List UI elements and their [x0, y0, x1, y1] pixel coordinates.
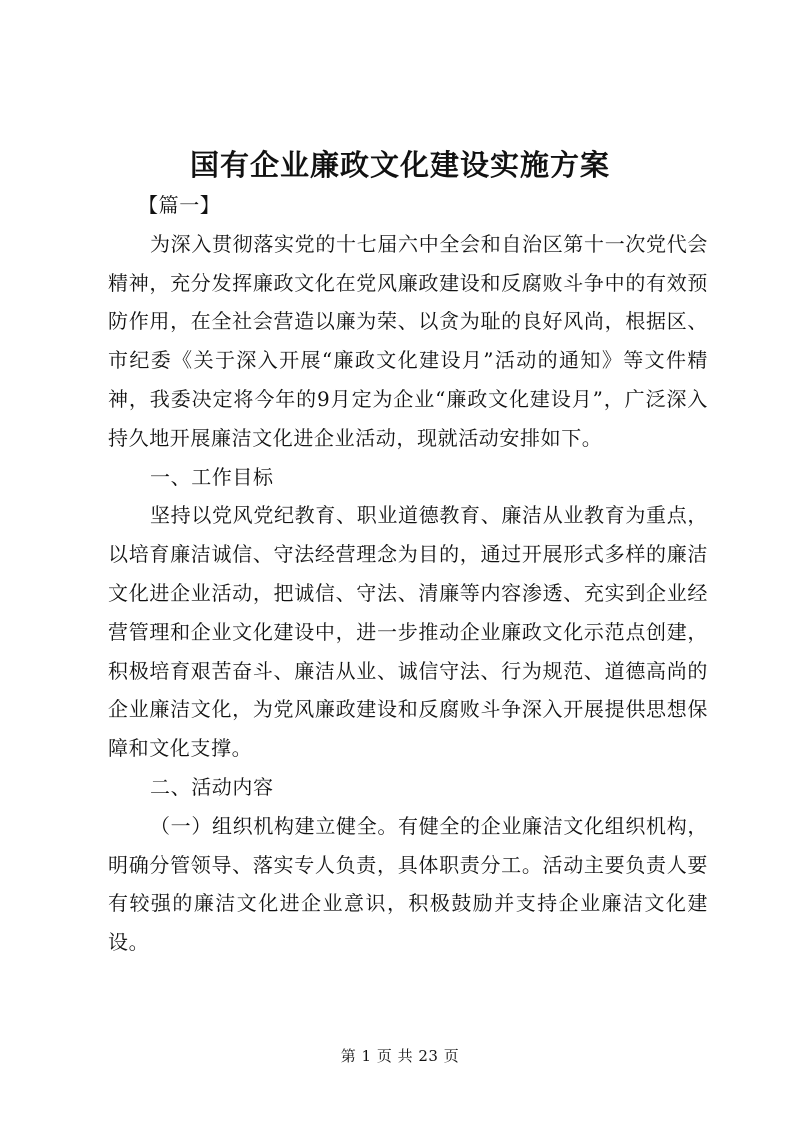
page-indicator: 第 1 页 共 23 页: [340, 1047, 460, 1065]
paragraph-intro: 为深入贯彻落实党的十七届六中全会和自治区第十一次党代会精神，充分发挥廉政文化在党风廉政建设和反腐败斗争中的有效预防作用，在全社会营造以廉为荣、以贪为耻的良好风尚，根据区、市纪委《关于深入开展“廉政文化建设月”活动的通知》等文件精神，我委决定将今年的9月定为企业“廉政文化建设月”，广泛深入持久地开展廉洁文化进企业活动，现就活动安排如下。: [108, 231, 708, 450]
document-title: 国有企业廉政文化建设实施方案: [189, 148, 610, 182]
document-body: [108, 186, 708, 962]
heading-activity-content: 二、活动内容: [150, 774, 274, 799]
heading-work-goals: 一、工作目标: [150, 464, 274, 489]
paragraph-work-goals: 坚持以党风党纪教育、职业道德教育、廉洁从业教育为重点，以培育廉洁诚信、守法经营理念为目的，通过开展形式多样的廉洁文化进企业活动，把诚信、守法、清廉等内容渗透、充实到企业经营管理和企业文化建设中，进一步推动企业廉政文化示范点创建，积极培育艰苦奋斗、廉洁从业、诚信守法、行为规范、道德高尚的企业廉洁文化，为党风廉政建设和反腐败斗争深入开展提供思想保障和文化支撑。: [108, 503, 708, 761]
paragraph-organization: （一）组织机构建立健全。有健全的企业廉洁文化组织机构，明确分管领导、落实专人负责，具体职责分工。活动主要负责人要有较强的廉洁文化进企业意识，积极鼓励并支持企业廉洁文化建设。: [108, 813, 708, 955]
section-label: 【篇一】: [138, 193, 221, 217]
